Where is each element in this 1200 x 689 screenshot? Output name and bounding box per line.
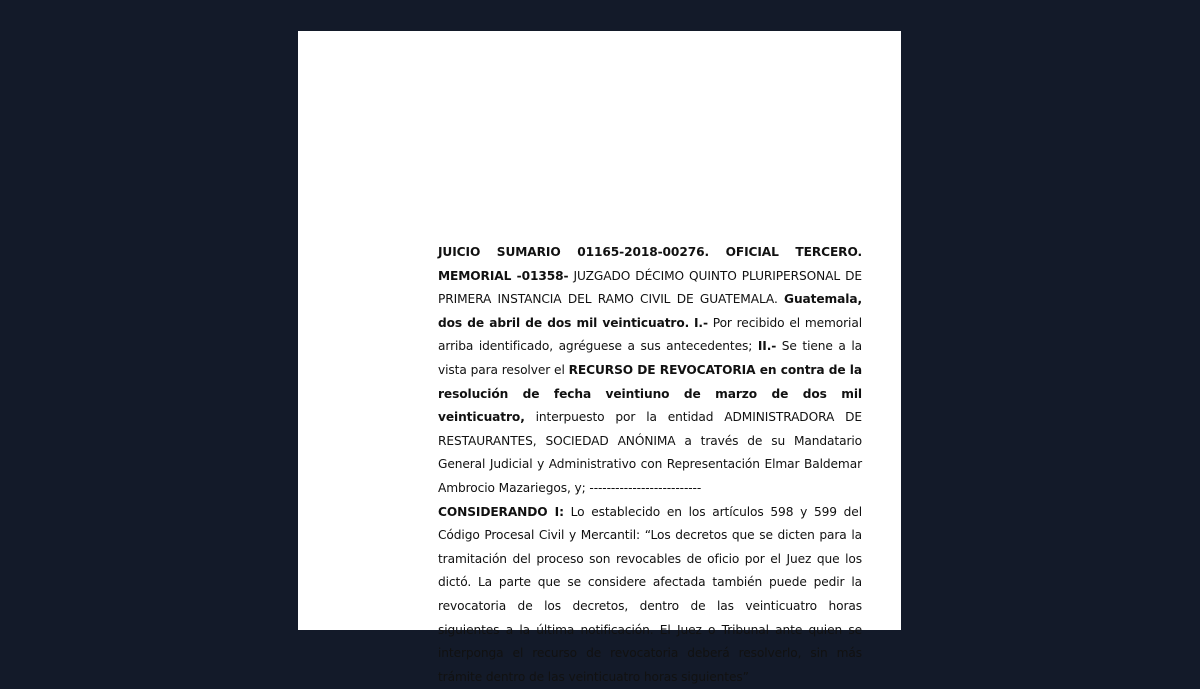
item-2-label: II.-: [757, 339, 777, 354]
document-page: [298, 31, 901, 684]
petitioner-text: interpuesto por la entidad ADMINISTRADORA DE RESTAURANTES, SOCIEDAD ANÓNIMA a través de su Mandatario General Judicial y Administrativo con Representación Elmar Baldemar Ambrocio Mazariegos, y; --------------------------: [438, 410, 862, 495]
considerando-label: CONSIDERANDO I:: [438, 504, 564, 519]
resolution-date: Guatemala, dos de abril de dos mil veinticuatro.: [438, 292, 862, 330]
item-1-text: Por recibido el memorial arriba identificado, agréguese a sus antecedentes;: [438, 315, 862, 354]
paragraph-considerando: [438, 501, 862, 689]
paragraph-intro: [438, 241, 862, 501]
recurso-title: RECURSO DE REVOCATORIA en contra de la resolución de fecha veintiuno de marzo de dos mil veinticuatro,: [438, 362, 862, 425]
case-header: JUICIO SUMARIO 01165-2018-00276. OFICIAL TERCERO. MEMORIAL -01358-: [438, 245, 862, 283]
resolution-text: [438, 241, 862, 689]
item-2-text: Se tiene a la vista para resolver el: [438, 339, 862, 377]
considerando-text: Lo establecido en los artículos 598 y 599 del Código Procesal Civil y Mercantil: “Los decretos que se dicten para la tramitación del proceso son revocables de oficio por el Juez que los dictó. La parte que se considere afectada también puede pedir la revocatoria de los decretos, dentro de las veinticuatro horas siguientes a la última notificación. El Juez o Tribunal ante quien se interponga el recurso de revocatoria deberá resolverlo, sin más trámite dentro de las veinticuatro horas siguientes”: [438, 504, 862, 684]
court-name: JUZGADO DÉCIMO QUINTO PLURIPERSONAL DE PRIMERA INSTANCIA DEL RAMO CIVIL DE GUATEMALA.: [438, 268, 862, 307]
item-1-label: I.-: [693, 315, 708, 330]
